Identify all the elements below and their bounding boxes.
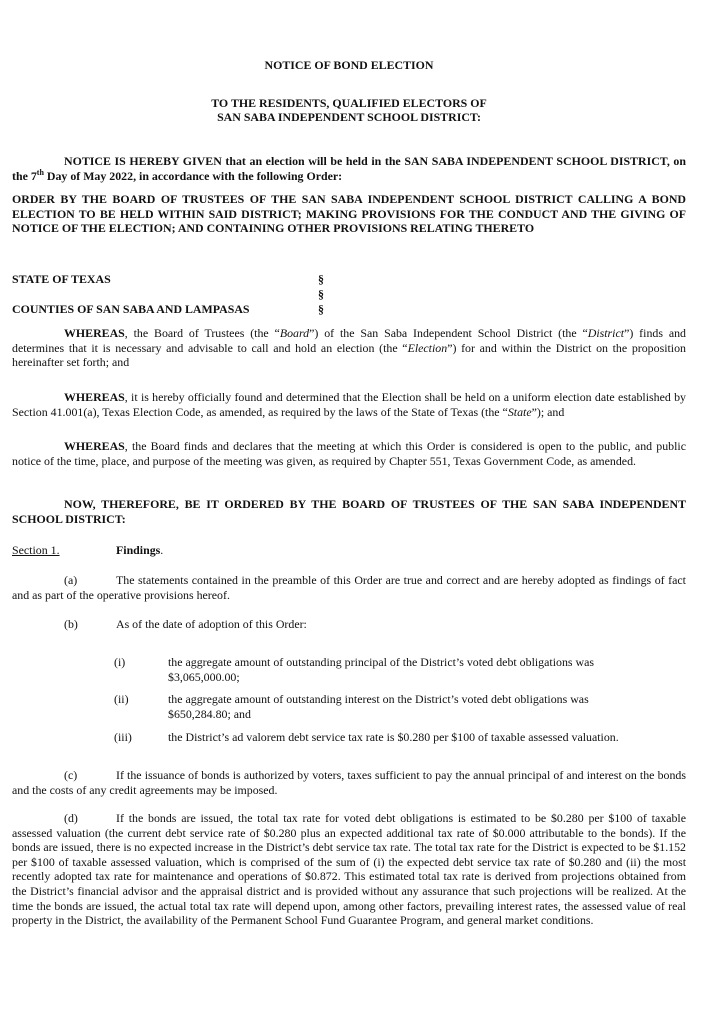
whereas-paragraph-3 [12, 439, 686, 468]
whereas-1-text-3: ”) finds and determines that it is necessary and advisable to call and hold an election (the “ [12, 326, 686, 355]
paragraph-c-text: If the issuance of bonds is authorized by voters, taxes sufficient to pay the annual principal of and interest on the bonds and the costs of any credit agreements may be imposed. [12, 768, 686, 797]
whereas-1-text-4: ”) for and within the District on the proposition hereinafter set forth; and [12, 340, 686, 370]
paragraph-b-label: (b) [64, 617, 78, 631]
now-therefore-clause: NOW, THEREFORE, BE IT ORDERED BY THE BOARD OF TRUSTEES OF THE SAN SABA INDEPENDENT SCHOOL DISTRICT: [12, 497, 686, 526]
notice-sup: th [36, 167, 44, 177]
sub-item-iii [114, 730, 686, 745]
paragraph-c-label: (c) [64, 768, 78, 782]
whereas-1-term-district: District [587, 326, 625, 340]
sub-item-text: the aggregate amount of outstanding interest on the District’s voted debt obligations was $650,284.80; and [168, 692, 589, 721]
sub-item-label: (i) [114, 655, 126, 669]
whereas-paragraph-1 [12, 326, 686, 370]
sub-item-label: (iii) [114, 730, 132, 744]
whereas-keyword: WHEREAS [64, 390, 125, 404]
whereas-1-term-board: Board [279, 326, 310, 340]
paragraph-a-label: (a) [64, 573, 78, 587]
whereas-1-text-2: ”) of the San Saba Independent School District (the “ [309, 326, 588, 340]
whereas-keyword: WHEREAS [64, 326, 125, 340]
notice-tail: Day of May 2022, in accordance with the following Order: [43, 168, 343, 183]
caption-counties: COUNTIES OF SAN SABA AND LAMPASAS [12, 302, 250, 316]
whereas-keyword: WHEREAS [64, 439, 125, 453]
paragraph-d-text: If the bonds are issued, the total tax rate for voted debt obligations is estimated to be $0.280 per $100 of taxable assessed valuation (the current debt service rate of $0.280 plus an expected additional tax rate of $0.000 attributable to the bonds). If the bonds are issued, there is no expected increase in the District’s debt service tax rate. The total tax rate for the District is expected to be $1.152 per $100 of taxable assessed valuation, which is comprised of the sum of (i) the expected debt service tax rate of $0.280 and (ii) the most recently adopted tax rate for maintenance and operations of $0.872. This estimated total tax rate is derived from projections obtained from the District’s financial advisor and the appraisal district and is provided without any assurance that such projections will be realized. At the time the bonds are issued, the actual total tax rate will depend upon, among other factors, prevailing interest rates, the assessed value of real property in the District, the availability of the Permanent School Fund Guarantee Program, and general market conditions. [12, 811, 686, 928]
sub-item-label: (ii) [114, 692, 129, 706]
section-1-label: Section 1. [12, 543, 60, 557]
whereas-2-text-2: ”); and [531, 404, 565, 419]
sub-item-text: the aggregate amount of outstanding principal of the District’s voted debt obligations was $3,065,000.00; [168, 655, 594, 684]
sub-item-i [114, 655, 686, 684]
whereas-1-text-1: , the Board of Trustees (the “ [124, 326, 280, 340]
sub-item-ii [114, 692, 686, 721]
whereas-2-term-state: State [507, 404, 532, 419]
notice-paragraph [12, 154, 686, 183]
section-1-heading-text: Findings [116, 543, 161, 557]
paragraph-c [12, 768, 686, 797]
order-title: ORDER BY THE BOARD OF TRUSTEES OF THE SAN SABA INDEPENDENT SCHOOL DISTRICT CALLING A BOND ELECTION TO BE HELD WITHIN SAID DISTRICT; MAKING PROVISIONS FOR THE CONDUCT AND THE GIVING OF NOTICE OF THE ELECTION; AND CONTAINING OTHER PROVISIONS RELATING THERETO [12, 192, 686, 236]
paragraph-a [12, 573, 686, 602]
whereas-3-text-1: , the Board finds and declares that the meeting at which this Order is considered is open to the public, and public notice of the time, place, and purpose of the meeting was given, as required by Chapter 551, Texas Government Code, as amended. [12, 439, 686, 468]
address-line-1: TO THE RESIDENTS, QUALIFIED ELECTORS OF [211, 96, 487, 110]
notice-lead: NOTICE IS HEREBY GIVEN that an election will be held in the SAN SABA INDEPENDENT SCHOOL DISTRICT, on the 7 [12, 154, 686, 183]
paragraph-b-text: As of the date of adoption of this Order: [116, 617, 307, 631]
section-mark-3: § [318, 302, 324, 316]
section-mark-2: § [318, 287, 324, 301]
sub-item-text: the District’s ad valorem debt service tax rate is $0.280 per $100 of taxable assessed valuation. [168, 730, 619, 744]
paragraph-a-text: The statements contained in the preamble of this Order are true and correct and are hereby adopted as findings of fact and as part of the operative provisions hereof. [12, 573, 686, 602]
paragraph-b [64, 617, 307, 632]
caption-state: STATE OF TEXAS [12, 272, 111, 286]
section-1-heading [116, 543, 163, 558]
address-line-2: SAN SABA INDEPENDENT SCHOOL DISTRICT: [217, 110, 481, 124]
section-mark-1: § [318, 272, 324, 286]
section-1-heading-end: . [160, 543, 164, 557]
whereas-paragraph-2 [12, 390, 686, 419]
notice-title: NOTICE OF BOND ELECTION [264, 58, 434, 72]
whereas-1-term-election: Election [407, 340, 448, 355]
whereas-2-text-1: , it is hereby officially found and determined that the Election shall be held on a uniform election date established by Section 41.001(a), Texas Election Code, as amended, as required by the laws of the State of Texas (the “ [12, 390, 686, 419]
paragraph-d-label: (d) [64, 811, 78, 825]
paragraph-d [12, 811, 686, 928]
